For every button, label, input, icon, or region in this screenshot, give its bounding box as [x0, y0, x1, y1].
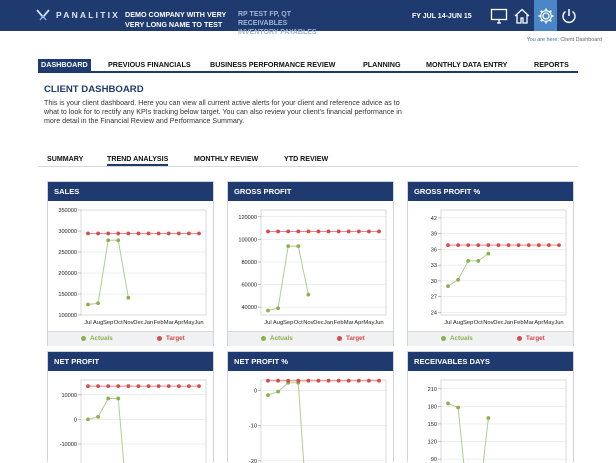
y-tick-label: 0	[73, 417, 77, 424]
home-icon	[513, 7, 531, 25]
actuals-point	[116, 238, 120, 242]
chart-title: SALES	[48, 182, 213, 201]
logo-mark-icon	[36, 8, 50, 22]
target-point	[547, 243, 551, 247]
breadcrumb	[527, 37, 602, 43]
tab-monthly-review[interactable]: MONTHLY REVIEW	[194, 155, 259, 163]
x-tick-label: May	[183, 320, 195, 326]
legend-target-label: Target	[526, 335, 545, 342]
x-tick-label: Jan	[143, 320, 154, 326]
plot-area	[81, 210, 206, 315]
nav-item-previous-financials[interactable]: PREVIOUS FINANCIALS	[108, 60, 191, 69]
target-point	[106, 384, 110, 388]
legend-actuals[interactable]	[261, 335, 293, 342]
target-point	[86, 232, 90, 236]
chart-title: GROSS PROFIT %	[408, 182, 573, 201]
y-tick-label: 27	[430, 294, 437, 301]
y-tick-label: 39	[430, 231, 437, 238]
home-button[interactable]	[510, 0, 533, 31]
sales-chart	[48, 201, 213, 331]
y-tick-label: 250000	[58, 250, 77, 256]
tab-ytd-review[interactable]: YTD REVIEW	[284, 155, 329, 163]
chart-panel-net-profit-pct	[227, 351, 394, 462]
sub-tabs	[38, 153, 578, 167]
chart-title: RECEIVABLES DAYS	[408, 352, 573, 371]
y-tick-label: 120000	[238, 214, 257, 221]
y-tick-label: 10000	[61, 392, 77, 399]
actuals-point	[106, 238, 110, 242]
target-point	[86, 384, 90, 388]
target-point	[357, 230, 361, 234]
breadcrumb-label: You are here:	[526, 37, 559, 43]
target-point	[497, 243, 501, 247]
x-tick-label: Feb	[333, 320, 344, 326]
y-tick-label: 90	[430, 457, 437, 463]
target-point	[557, 243, 561, 247]
target-point	[147, 384, 151, 388]
x-tick-label: Apr	[174, 320, 184, 326]
y-tick-label: 80000	[241, 259, 257, 266]
target-point	[377, 379, 381, 383]
actuals-point	[286, 244, 290, 248]
y-tick-label: 150000	[58, 292, 77, 298]
target-point	[116, 232, 120, 236]
actuals-point	[266, 393, 270, 397]
y-tick-label: 24	[430, 310, 437, 317]
actuals-swatch	[261, 336, 266, 341]
x-tick-label: Jun	[374, 320, 384, 326]
legend-target-label: Target	[166, 335, 185, 342]
x-tick-label: Nov	[123, 320, 134, 326]
target-point	[126, 232, 130, 236]
breadcrumb-current: Client Dashboard	[560, 37, 602, 43]
gross-profit-pct-chart	[408, 201, 573, 331]
actuals-point	[86, 303, 90, 307]
y-tick-label: 180	[427, 404, 437, 411]
top-bar	[0, 0, 616, 36]
target-point	[167, 384, 171, 388]
y-tick-label: 150	[427, 421, 437, 428]
target-point	[466, 243, 470, 247]
net-profit-chart	[48, 371, 213, 463]
intro-text: This is your client dashboard. Here you can view all current active alerts for your client and reference advice as to what to look for to rectify any KPIs tracking below target. You can also review your client's financial performance in more detail in the Financial Review and Performance Summary.	[44, 99, 402, 125]
logo-text: PANALITIX	[56, 10, 121, 20]
x-tick-label: Aug	[92, 320, 104, 326]
company-name: DEMO COMPANY WITH VERY VERY LONG NAME TO TEST	[125, 10, 227, 29]
legend-actuals-label: Actuals	[450, 335, 473, 342]
target-point	[276, 379, 280, 383]
x-tick-label: Apr	[534, 320, 544, 326]
target-point	[306, 230, 310, 234]
actuals-point	[86, 417, 90, 421]
target-point	[96, 384, 100, 388]
target-point	[137, 232, 141, 236]
actuals-swatch	[441, 336, 446, 341]
target-point	[476, 243, 480, 247]
x-tick-label: Dec	[313, 320, 324, 326]
chart-panel-sales	[47, 181, 214, 346]
y-tick-label: 40000	[241, 305, 257, 312]
x-tick-label: Jun	[194, 320, 204, 326]
target-point	[126, 384, 130, 388]
monitor-button[interactable]	[487, 0, 510, 31]
target-point	[486, 243, 490, 247]
settings-button[interactable]	[534, 0, 557, 31]
chart-legend	[408, 331, 573, 346]
gross-profit-chart	[228, 201, 393, 331]
chart-title: NET PROFIT	[48, 352, 213, 371]
plot-area	[81, 380, 206, 463]
x-tick-label: Jun	[554, 320, 564, 326]
target-swatch	[337, 336, 342, 341]
x-tick-label: Oct	[293, 320, 303, 326]
target-point	[177, 232, 181, 236]
target-point	[177, 384, 181, 388]
actuals-point	[466, 259, 470, 263]
x-tick-label: May	[363, 320, 375, 326]
y-tick-label: 60000	[241, 282, 257, 289]
y-tick-label: 36	[430, 247, 437, 254]
gear-icon	[537, 7, 555, 25]
x-tick-label: Jan	[323, 320, 334, 326]
x-tick-label: Apr	[354, 320, 364, 326]
actuals-point	[476, 259, 480, 263]
y-tick-label: 42	[430, 215, 437, 222]
target-point	[456, 243, 460, 247]
actuals-point	[486, 252, 490, 256]
y-tick-label: 33	[430, 263, 437, 270]
x-tick-label: Dec	[133, 320, 144, 326]
y-tick-label: -10	[248, 423, 257, 430]
nav-item-business-performance-review[interactable]: BUSINESS PERFORMANCE REVIEW	[210, 60, 336, 69]
x-tick-label: Nov	[483, 320, 494, 326]
target-point	[337, 230, 341, 234]
target-point	[317, 379, 321, 383]
y-tick-label: 210	[427, 386, 437, 393]
chart-panel-receivables-days	[407, 351, 574, 462]
target-point	[137, 384, 141, 388]
x-tick-label: Oct	[113, 320, 123, 326]
target-point	[317, 230, 321, 234]
y-tick-label: 300000	[58, 229, 77, 235]
legend-target-label: Target	[346, 335, 365, 342]
target-point	[347, 230, 351, 234]
legend-actuals[interactable]	[441, 335, 473, 342]
nav-item-planning[interactable]: PLANNING	[363, 60, 401, 69]
target-point	[367, 379, 371, 383]
target-point	[96, 232, 100, 236]
chart-legend	[228, 331, 393, 346]
target-point	[197, 232, 201, 236]
tab-trend-analysis[interactable]: TREND ANALYSIS	[107, 153, 168, 166]
x-tick-label: Sep	[463, 320, 474, 326]
target-point	[327, 230, 331, 234]
nav-item-dashboard[interactable]: DASHBOARD	[38, 59, 91, 71]
y-tick-label: 100000	[238, 237, 257, 244]
target-point	[357, 379, 361, 383]
x-tick-label: Jan	[503, 320, 514, 326]
target-point	[197, 384, 201, 388]
page-title: CLIENT DASHBOARD	[44, 84, 144, 95]
actuals-point	[266, 309, 270, 313]
y-tick-label: -20	[248, 458, 257, 463]
target-point	[116, 384, 120, 388]
target-point	[306, 379, 310, 383]
x-tick-label: May	[543, 320, 555, 326]
target-point	[187, 384, 191, 388]
main-nav	[38, 59, 578, 73]
tab-summary[interactable]: SUMMARY	[47, 155, 84, 163]
y-tick-label: 30	[430, 278, 437, 285]
legend-actuals-label: Actuals	[90, 335, 113, 342]
x-tick-label: Oct	[473, 320, 483, 326]
actuals-point	[446, 284, 450, 288]
actuals-point	[296, 244, 300, 248]
chart-legend	[48, 331, 213, 346]
x-tick-label: Feb	[513, 320, 524, 326]
target-point	[337, 379, 341, 383]
legend-actuals-label: Actuals	[270, 335, 293, 342]
target-point	[266, 230, 270, 234]
actuals-point	[96, 301, 100, 305]
target-point	[327, 379, 331, 383]
actuals-point	[486, 416, 490, 420]
target-point	[266, 379, 270, 383]
x-tick-label: Jul	[264, 320, 272, 326]
target-swatch	[157, 336, 162, 341]
x-tick-label: Mar	[163, 320, 174, 326]
actuals-point	[456, 278, 460, 282]
x-tick-label: Jul	[84, 320, 92, 326]
y-tick-label: -10000	[59, 441, 77, 448]
target-point	[377, 230, 381, 234]
receivables-days-chart	[408, 371, 573, 463]
target-point	[347, 379, 351, 383]
x-tick-label: Jul	[444, 320, 452, 326]
actuals-point	[106, 397, 110, 401]
actuals-point	[116, 397, 120, 401]
x-tick-label: Nov	[303, 320, 314, 326]
y-tick-label: 120	[427, 439, 437, 446]
target-point	[296, 230, 300, 234]
plot-area	[441, 210, 566, 315]
target-point	[527, 243, 531, 247]
target-point	[286, 379, 290, 383]
x-tick-label: Sep	[283, 320, 294, 326]
monitor-icon	[490, 7, 508, 25]
target-point	[446, 243, 450, 247]
chart-panel-gross-profit	[227, 181, 394, 346]
target-point	[106, 232, 110, 236]
actuals-point	[446, 402, 450, 406]
chart-title: GROSS PROFIT	[228, 182, 393, 201]
target-point	[157, 232, 161, 236]
chart-panel-net-profit	[47, 351, 214, 462]
actuals-point	[456, 406, 460, 410]
actuals-swatch	[81, 336, 86, 341]
actuals-point	[96, 415, 100, 419]
legend-actuals[interactable]	[81, 335, 113, 342]
target-point	[367, 230, 371, 234]
report-name[interactable]: RP TEST FP, QT RECEIVABLES INVENTORY PAYABLES	[238, 11, 317, 36]
y-tick-label: 200000	[58, 271, 77, 277]
chart-title: NET PROFIT %	[228, 352, 393, 371]
actuals-point	[276, 390, 280, 394]
actuals-point	[306, 293, 310, 297]
net-profit-pct-chart	[228, 371, 393, 463]
x-tick-label: Aug	[272, 320, 284, 326]
y-tick-label: 350000	[58, 208, 77, 214]
target-point	[147, 232, 151, 236]
x-tick-label: Feb	[153, 320, 164, 326]
x-tick-label: Dec	[493, 320, 504, 326]
logo[interactable]	[36, 8, 120, 22]
financial-period[interactable]: FY JUL 14-JUN 15	[412, 13, 472, 20]
x-tick-label: Mar	[343, 320, 354, 326]
target-point	[296, 379, 300, 383]
legend-target[interactable]	[157, 335, 185, 342]
target-point	[517, 243, 521, 247]
target-point	[507, 243, 511, 247]
chart-panel-gross-profit-pct	[407, 181, 574, 346]
legend-target[interactable]	[517, 335, 545, 342]
target-point	[286, 230, 290, 234]
nav-item-reports[interactable]: REPORTS	[534, 60, 569, 69]
x-tick-label: Aug	[452, 320, 464, 326]
nav-item-monthly-data-entry[interactable]: MONTHLY DATA ENTRY	[426, 60, 508, 69]
power-icon	[560, 7, 578, 25]
x-tick-label: Mar	[523, 320, 534, 326]
y-tick-label: 100000	[58, 313, 77, 319]
x-tick-label: Sep	[103, 320, 114, 326]
target-point	[537, 243, 541, 247]
y-tick-label: 0	[253, 388, 257, 395]
target-swatch	[517, 336, 522, 341]
actuals-point	[276, 306, 280, 310]
logout-button[interactable]	[557, 0, 580, 31]
target-point	[157, 384, 161, 388]
actuals-point	[126, 296, 130, 300]
target-point	[276, 230, 280, 234]
target-point	[167, 232, 171, 236]
target-point	[187, 232, 191, 236]
legend-target[interactable]	[337, 335, 365, 342]
